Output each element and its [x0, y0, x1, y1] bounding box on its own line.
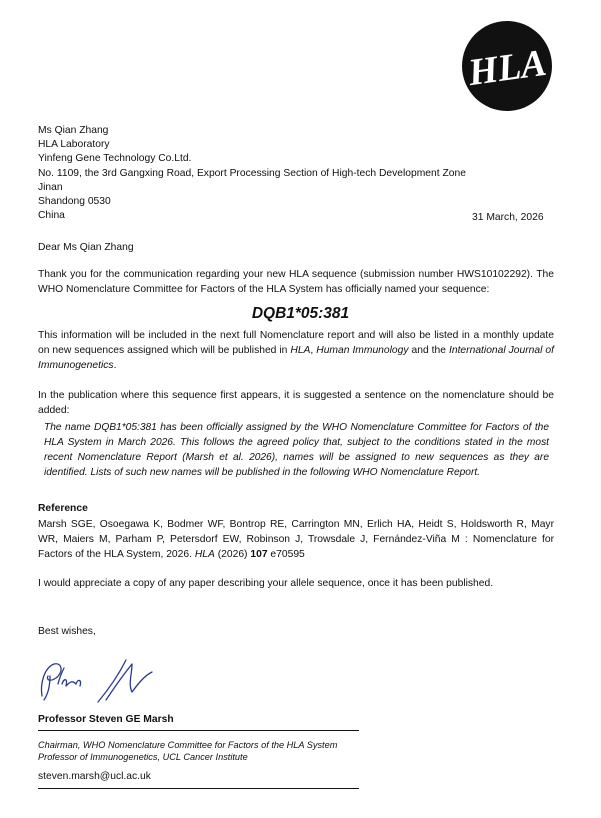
divider: [38, 788, 359, 789]
signer-name: Professor Steven GE Marsh: [38, 714, 174, 725]
citation-volume: 107: [250, 549, 268, 560]
address-line: China: [38, 210, 65, 222]
suggested-sentence-quote: The name DQB1*05:381 has been officially assigned by the WHO Nomenclature Committee for Factors of the HLA System in March 2026. This follows the agreed policy that, subject to the conditions stated in the most recent Nomenclature Report (Marsh et al. 2026), names will be assigned to new sequences as they are identified. Lists of such new names will be published in the following WHO Nomenclature Report.: [44, 422, 549, 478]
address-line: Yinfeng Gene Technology Co.Ltd.: [38, 153, 192, 165]
paragraph-text: .: [113, 360, 117, 371]
recipient-address: [38, 124, 466, 223]
request-paragraph: I would appreciate a copy of any paper describing your allele sequence, once it has been published.: [38, 578, 494, 589]
svg-text:HLA: HLA: [465, 41, 549, 95]
paragraph-text: ,: [310, 345, 317, 356]
citation-article: e70595: [267, 549, 305, 560]
suggestion-paragraph: In the publication where this sequence first appears, it is suggested a sentence on the nomenclature should be added:: [38, 390, 554, 416]
sequence-name: DQB1*05:381: [251, 305, 350, 322]
address-line: Ms Qian Zhang: [38, 125, 109, 136]
citation-text: Marsh SGE, Osoegawa K, Bodmer WF, Bontrop RE, Carrington MN, Erlich HA, Heidt S, Holdsworth R, Mayr WR, Maiers M, Parham P, Petersdorf EW, Robinson J, Trowsdale J, Fernández-Viña M : Nomenclature for Factors of the HLA System, 2026.: [38, 519, 554, 560]
divider: [38, 730, 359, 731]
intro-paragraph: Thank you for the communication regarding your new HLA sequence (submission number HWS10102292). The WHO Nomenclature Committee for Factors of the HLA System has officially named your sequence:: [38, 269, 554, 295]
salutation: Dear Ms Qian Zhang: [38, 242, 134, 253]
closing: Best wishes,: [38, 626, 96, 637]
hla-logo: [461, 20, 553, 112]
journal-name: HLA: [194, 549, 215, 560]
journal-name: Human Immunology: [316, 345, 409, 356]
address-line: Shandong 0530: [38, 196, 111, 208]
address-line: No. 1109, the 3rd Gangxing Road, Export Processing Section of High-tech Development Zone: [38, 167, 466, 179]
address-line: Jinan: [38, 181, 63, 193]
signer-title-line: Chairman, WHO Nomenclature Committee for Factors of the HLA System: [38, 740, 338, 750]
reference-heading: Reference: [38, 503, 88, 514]
signer-email-link[interactable]: steven.marsh@ucl.ac.uk: [38, 771, 151, 782]
citation-year: (2026): [214, 549, 251, 560]
address-line: HLA Laboratory: [38, 139, 110, 151]
paragraph-text: and the: [408, 345, 449, 356]
reference-citation: [38, 517, 554, 562]
journal-name: HLA: [290, 345, 311, 356]
handwritten-signature: [36, 654, 160, 706]
signer-titles: [38, 739, 337, 763]
publication-paragraph: [38, 328, 554, 373]
journal-name: International Journal of Immunogenetics: [38, 345, 554, 371]
signer-title-line: Professor of Immunogenetics, UCL Cancer Institute: [38, 752, 248, 762]
letter-date: 31 March, 2026: [472, 212, 544, 223]
paragraph-text: This information will be included in the next full Nomenclature report and will also be listed in a monthly update on new sequences assigned which will be published in: [38, 330, 554, 356]
